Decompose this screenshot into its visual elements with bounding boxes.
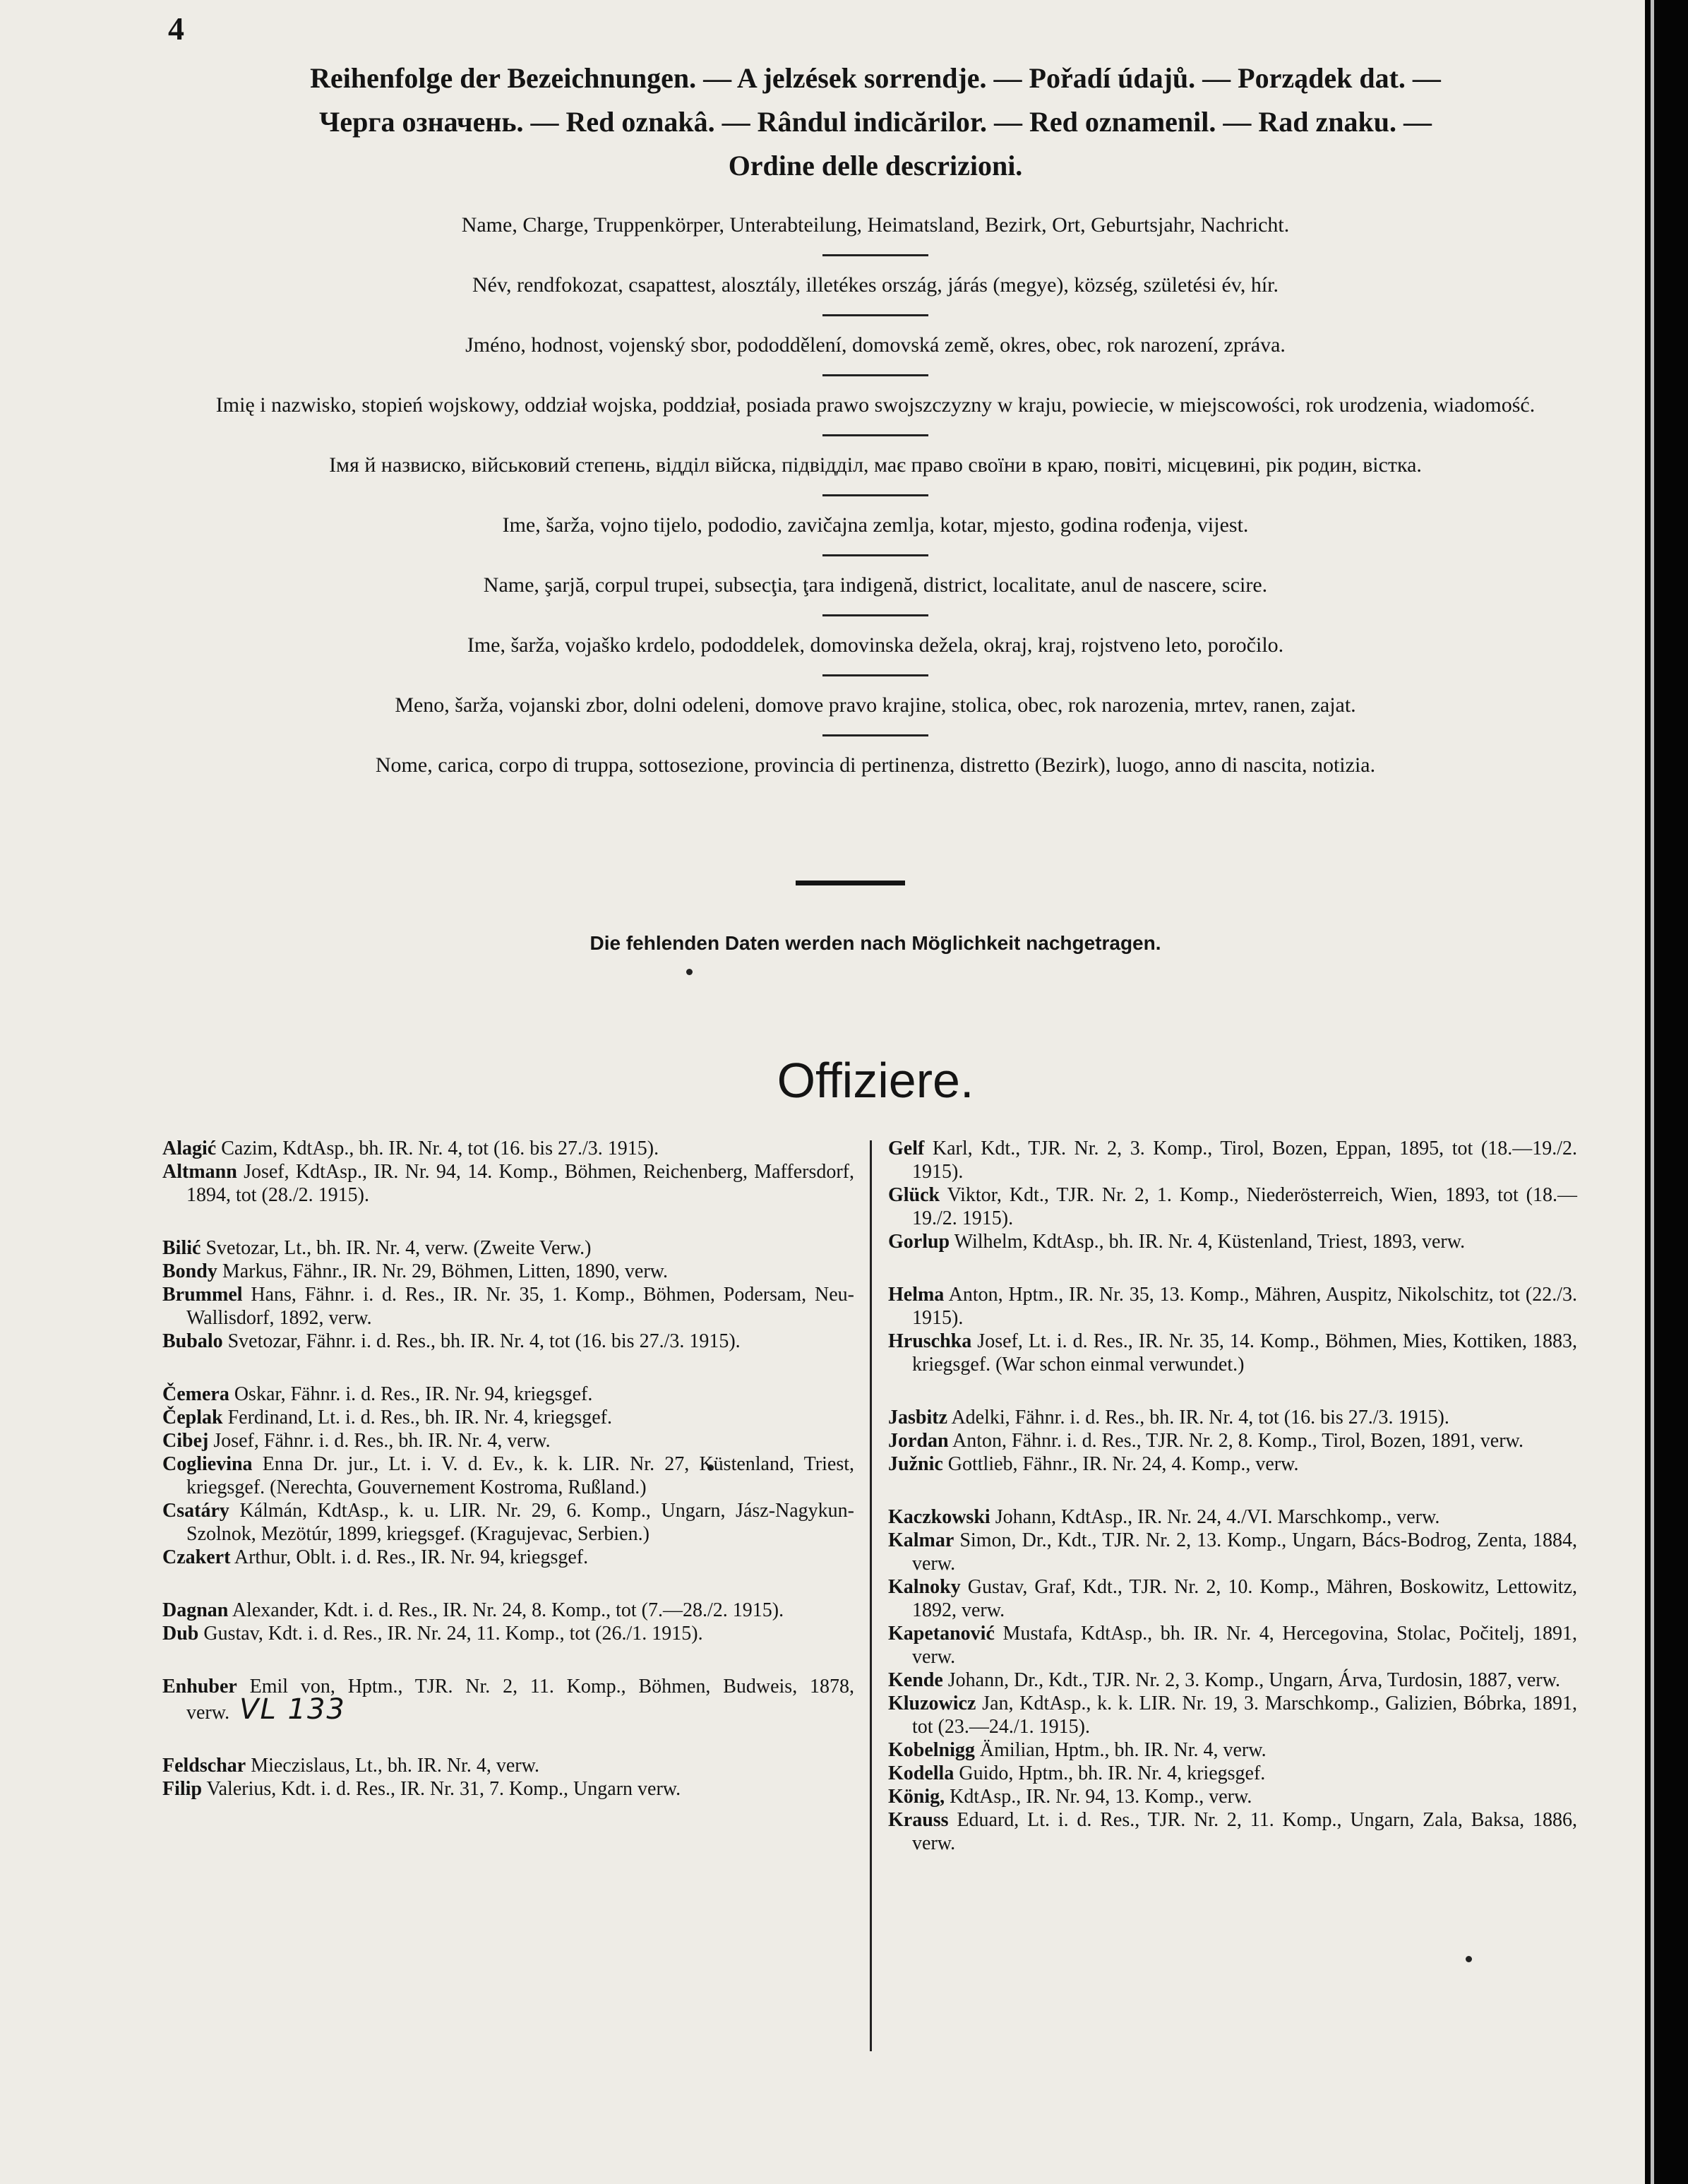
- casualty-entry: [888, 1406, 1577, 1429]
- header: [141, 56, 1610, 188]
- casualty-entry: [888, 1429, 1577, 1452]
- page-number: 4: [168, 11, 184, 47]
- section-title: Offiziere.: [777, 1053, 974, 1108]
- casualty-entry: [162, 1499, 854, 1546]
- surname: Kalmar: [888, 1529, 954, 1551]
- surname: Enhuber: [162, 1676, 237, 1697]
- separator-rule: [822, 674, 928, 676]
- group-gap: [162, 1569, 854, 1599]
- casualty-entry: [888, 1785, 1577, 1808]
- entry-details: Eduard, Lt. i. d. Res., TJR. Nr. 2, 11. Komp., Ungarn, Zala, Baksa, 1886, verw.: [912, 1809, 1577, 1854]
- surname: Kobelnigg: [888, 1739, 975, 1761]
- entry-details: Kálmán, KdtAsp., k. u. LIR. Nr. 29, 6. Komp., Ungarn, Jász-Nagykun-Szolnok, Mezötúr, 1899, kriegsgef. (Kragujevac, Serbien.): [186, 1500, 854, 1545]
- casualty-entry: [888, 1330, 1577, 1376]
- entry-details: Viktor, Kdt., TJR. Nr. 2, 1. Komp., Niederösterreich, Wien, 1893, tot (18.—19./2. 1915).: [912, 1184, 1577, 1229]
- surname: Brummel: [162, 1284, 243, 1306]
- entry-details: Ferdinand, Lt. i. d. Res., bh. IR. Nr. 4, kriegsgef.: [222, 1407, 612, 1428]
- casualty-entry: [888, 1808, 1577, 1855]
- surname: Gorlup: [888, 1231, 950, 1253]
- surname: Czakert: [162, 1546, 231, 1568]
- surname: König,: [888, 1786, 945, 1808]
- separator-rule: [822, 254, 928, 256]
- separator-rule: [822, 374, 928, 376]
- surname: Kende: [888, 1669, 943, 1691]
- entry-details: Johann, Dr., Kdt., TJR. Nr. 2, 3. Komp., Ungarn, Árva, Turdosin, 1887, verw.: [942, 1669, 1560, 1691]
- group-gap: [162, 1353, 854, 1383]
- print-speck: [686, 969, 693, 975]
- casualty-entry: [888, 1505, 1577, 1529]
- entry-details: Guido, Hptm., bh. IR. Nr. 4, kriegsgef.: [954, 1762, 1266, 1784]
- entry-details: Svetozar, Lt., bh. IR. Nr. 4, verw. (Zweite Verw.): [200, 1237, 592, 1259]
- key-line-polish: Imię i nazwisko, stopień wojskowy, oddział wojska, poddział, posiada prawo swojszczyzny w kraju, powiecie, w miejscowości, rok urodzenia, wiadomość.: [215, 393, 1536, 417]
- entry-details: Mustafa, KdtAsp., bh. IR. Nr. 4, Hercegovina, Stolac, Počitelj, 1891, verw.: [912, 1623, 1577, 1668]
- casualty-entry: [162, 1236, 854, 1260]
- casualty-entry: [162, 1383, 854, 1406]
- surname: Coglievina: [162, 1453, 253, 1475]
- casualty-entry: [888, 1283, 1577, 1330]
- entry-details: Markus, Fähnr., IR. Nr. 29, Böhmen, Litten, 1890, verw.: [217, 1260, 669, 1282]
- entry-details: Gustav, Graf, Kdt., TJR. Nr. 2, 10. Komp., Mähren, Boskowitz, Lettowitz, 1892, verw.: [912, 1576, 1577, 1621]
- key-line-ruthenian: Імя й назвиско, військовий степень, відділ війска, підвідділ, має право своїни в краю, повіті, місцевині, рік родин, вістка.: [329, 453, 1422, 477]
- casualty-entry: [162, 1452, 854, 1499]
- entry-details: Jan, KdtAsp., k. k. LIR. Nr. 19, 3. Marschkomp., Galizien, Bóbrka, 1891, tot (23.—24./1. 1915).: [912, 1693, 1577, 1738]
- casualty-entry: [888, 1669, 1577, 1692]
- casualty-entry: [888, 1529, 1577, 1575]
- surname: Jasbitz: [888, 1407, 947, 1428]
- casualty-entry: [888, 1230, 1577, 1253]
- entry-details: Anton, Fähnr. i. d. Res., TJR. Nr. 2, 8. Komp., Tirol, Bozen, 1891, verw.: [948, 1430, 1524, 1452]
- missing-data-notice: Die fehlenden Daten werden nach Möglichkeit nachgetragen.: [589, 932, 1161, 954]
- surname: Južnic: [888, 1453, 943, 1475]
- surname: Kapetanović: [888, 1623, 995, 1645]
- casualty-entry: [162, 1777, 854, 1801]
- surname: Bubalo: [162, 1330, 223, 1352]
- casualty-entry: [162, 1137, 854, 1160]
- field-order-key: [141, 212, 1610, 779]
- separator-rule: [822, 554, 928, 556]
- entry-details: Arthur, Oblt. i. d. Res., IR. Nr. 94, kriegsgef.: [230, 1546, 589, 1568]
- surname: Bilić: [162, 1237, 201, 1259]
- entry-details: Ämilian, Hptm., bh. IR. Nr. 4, verw.: [974, 1739, 1267, 1761]
- casualty-entry: [888, 1692, 1577, 1738]
- column-divider: [870, 1140, 872, 2051]
- header-line: Ordine delle descrizioni.: [728, 150, 1023, 181]
- separator-rule: [822, 314, 928, 316]
- casualty-entry: [162, 1429, 854, 1452]
- separator-rule: [822, 734, 928, 736]
- key-line-romanian: Name, şarjă, corpul trupei, subsecţia, ţara indigenă, district, localitate, anul de nascere, scire.: [483, 573, 1268, 597]
- casualty-entry: [888, 1137, 1577, 1183]
- entry-details: Enna Dr. jur., Lt. i. V. d. Ev., k. k. LIR. Nr. 27, Küstenland, Triest, kriegsgef. (Nerechta, Gouvernement Kostroma, Rußland.): [186, 1453, 854, 1498]
- entry-details: Wilhelm, KdtAsp., bh. IR. Nr. 4, Küstenland, Triest, 1893, verw.: [950, 1231, 1466, 1253]
- casualty-entry: [888, 1738, 1577, 1762]
- entry-details: Josef, KdtAsp., IR. Nr. 94, 14. Komp., Böhmen, Reichenberg, Maffersdorf, 1894, tot (28./2. 1915).: [186, 1161, 854, 1206]
- entry-details: Adelki, Fähnr. i. d. Res., bh. IR. Nr. 4, tot (16. bis 27./3. 1915).: [947, 1407, 1449, 1428]
- entry-details: Mieczislaus, Lt., bh. IR. Nr. 4, verw.: [246, 1755, 539, 1777]
- entry-details: Emil von, Hptm., TJR. Nr. 2, 11. Komp., Böhmen, Budweis, 1878, verw.: [186, 1676, 854, 1724]
- entry-details: Valerius, Kdt. i. d. Res., IR. Nr. 31, 7. Komp., Ungarn verw.: [202, 1778, 681, 1800]
- key-line-italian: Nome, carica, corpo di truppa, sottosezione, provincia di pertinenza, distretto (Bezirk), luogo, anno di nascita, notizia.: [375, 753, 1376, 777]
- group-gap: [888, 1253, 1577, 1283]
- left-column: [162, 1137, 854, 1801]
- entry-details: Anton, Hptm., IR. Nr. 35, 13. Komp., Mähren, Auspitz, Nikolschitz, tot (22./3. 1915).: [912, 1284, 1577, 1329]
- handwritten-note: VL 133: [239, 1693, 346, 1726]
- surname: Dagnan: [162, 1599, 229, 1621]
- casualty-entry: [162, 1599, 854, 1622]
- key-line-hungarian: Név, rendfokozat, csapattest, alosztály, illetékes ország, járás (megye), község, születési év, hír.: [472, 273, 1279, 297]
- entry-details: Johann, KdtAsp., IR. Nr. 24, 4./VI. Marschkomp., verw.: [990, 1506, 1440, 1528]
- surname: Csatáry: [162, 1500, 229, 1522]
- casualty-entry: [162, 1283, 854, 1330]
- scan-edge-line: [1651, 0, 1654, 2184]
- casualty-entry: [888, 1183, 1577, 1230]
- surname: Dub: [162, 1623, 199, 1645]
- group-gap: [162, 1724, 854, 1754]
- surname: Hruschka: [888, 1330, 972, 1352]
- surname: Kalnoky: [888, 1576, 961, 1598]
- entry-details: Josef, Lt. i. d. Res., IR. Nr. 35, 14. Komp., Böhmen, Mies, Kottiken, 1883, kriegsgef. (War schon einmal verwundet.): [912, 1330, 1577, 1376]
- casualty-entry: [162, 1406, 854, 1429]
- header-line: Reihenfolge der Bezeichnungen. — A jelzések sorrendje. — Pořadí údajů. — Porządek dat. —: [310, 62, 1441, 94]
- group-gap: [888, 1376, 1577, 1406]
- casualty-entry: [162, 1622, 854, 1645]
- separator-rule: [822, 434, 928, 436]
- right-column: [888, 1137, 1577, 1855]
- entry-details: Alexander, Kdt. i. d. Res., IR. Nr. 24, 8. Komp., tot (7.—28./2. 1915).: [228, 1599, 784, 1621]
- casualty-entry: [162, 1546, 854, 1569]
- surname: Krauss: [888, 1809, 949, 1831]
- entry-details: Josef, Fähnr. i. d. Res., bh. IR. Nr. 4, verw.: [208, 1430, 551, 1452]
- surname: Gelf: [888, 1138, 925, 1159]
- casualty-entry: [888, 1452, 1577, 1476]
- key-line-czech: Jméno, hodnost, vojenský sbor, pododdělení, domovská země, okres, obec, rok narození, zpráva.: [465, 333, 1286, 357]
- surname: Alagić: [162, 1138, 217, 1159]
- entry-details: Gustav, Kdt. i. d. Res., IR. Nr. 24, 11. Komp., tot (26./1. 1915).: [198, 1623, 703, 1645]
- surname: Čemera: [162, 1383, 229, 1405]
- key-line-slovak: Meno, šarža, vojanski zbor, dolni odeleni, domove pravo krajine, stolica, obec, rok narozenia, mrtev, ranen, zajat.: [395, 693, 1356, 717]
- entry-details: Cazim, KdtAsp., bh. IR. Nr. 4, tot (16. bis 27./3. 1915).: [216, 1138, 659, 1159]
- group-gap: [888, 1476, 1577, 1505]
- casualty-entry: [888, 1762, 1577, 1785]
- entry-details: Svetozar, Fähnr. i. d. Res., bh. IR. Nr. 4, tot (16. bis 27./3. 1915).: [222, 1330, 741, 1352]
- separator-rule: [822, 494, 928, 496]
- surname: Altmann: [162, 1161, 237, 1183]
- casualty-entry: [162, 1675, 854, 1724]
- casualty-entry: [162, 1330, 854, 1353]
- entry-details: Gottlieb, Fähnr., IR. Nr. 24, 4. Komp., verw.: [942, 1453, 1299, 1475]
- key-line-croatian: Ime, šarža, vojno tijelo, pododio, zavičajna zemlja, kotar, mjesto, godina rođenja, vijest.: [502, 513, 1249, 537]
- section-rule: [796, 881, 905, 885]
- casualty-entry: [162, 1260, 854, 1283]
- print-speck: [1466, 1956, 1472, 1962]
- casualty-entry: [888, 1622, 1577, 1669]
- key-line-slovenian: Ime, šarža, vojaško krdelo, pododdelek, domovinska dežela, okraj, kraj, rojstveno leto, poročilo.: [467, 633, 1284, 657]
- group-gap: [162, 1645, 854, 1675]
- surname: Helma: [888, 1284, 945, 1306]
- casualty-entry: [162, 1160, 854, 1207]
- surname: Kodella: [888, 1762, 954, 1784]
- key-line-german: Name, Charge, Truppenkörper, Unterabteilung, Heimatsland, Bezirk, Ort, Geburtsjahr, Nachricht.: [461, 213, 1290, 237]
- surname: Kluzowicz: [888, 1693, 976, 1714]
- entry-details: Oskar, Fähnr. i. d. Res., IR. Nr. 94, kriegsgef.: [229, 1383, 593, 1405]
- entry-details: KdtAsp., IR. Nr. 94, 13. Komp., verw.: [945, 1786, 1252, 1808]
- surname: Cibej: [162, 1430, 209, 1452]
- surname: Jordan: [888, 1430, 949, 1452]
- separator-rule: [822, 614, 928, 616]
- entry-details: Hans, Fähnr. i. d. Res., IR. Nr. 35, 1. Komp., Böhmen, Podersam, Neu-Wallisdorf, 1892, verw.: [186, 1284, 854, 1329]
- surname: Kaczkowski: [888, 1506, 990, 1528]
- surname: Filip: [162, 1778, 203, 1800]
- entry-details: Karl, Kdt., TJR. Nr. 2, 3. Komp., Tirol, Bozen, Eppan, 1895, tot (18.—19./2. 1915).: [912, 1138, 1577, 1183]
- surname: Bondy: [162, 1260, 217, 1282]
- casualty-entry: [162, 1754, 854, 1777]
- surname: Čeplak: [162, 1407, 223, 1428]
- entry-details: Simon, Dr., Kdt., TJR. Nr. 2, 13. Komp., Ungarn, Bács-Bodrog, Zenta, 1884, verw.: [912, 1529, 1577, 1575]
- surname: Feldschar: [162, 1755, 246, 1777]
- casualty-entry: [888, 1575, 1577, 1622]
- surname: Glück: [888, 1184, 940, 1206]
- header-line: Черга означень. — Red oznakâ. — Rândul indicărilor. — Red oznamenil. — Rad znaku. —: [318, 106, 1432, 138]
- group-gap: [162, 1207, 854, 1236]
